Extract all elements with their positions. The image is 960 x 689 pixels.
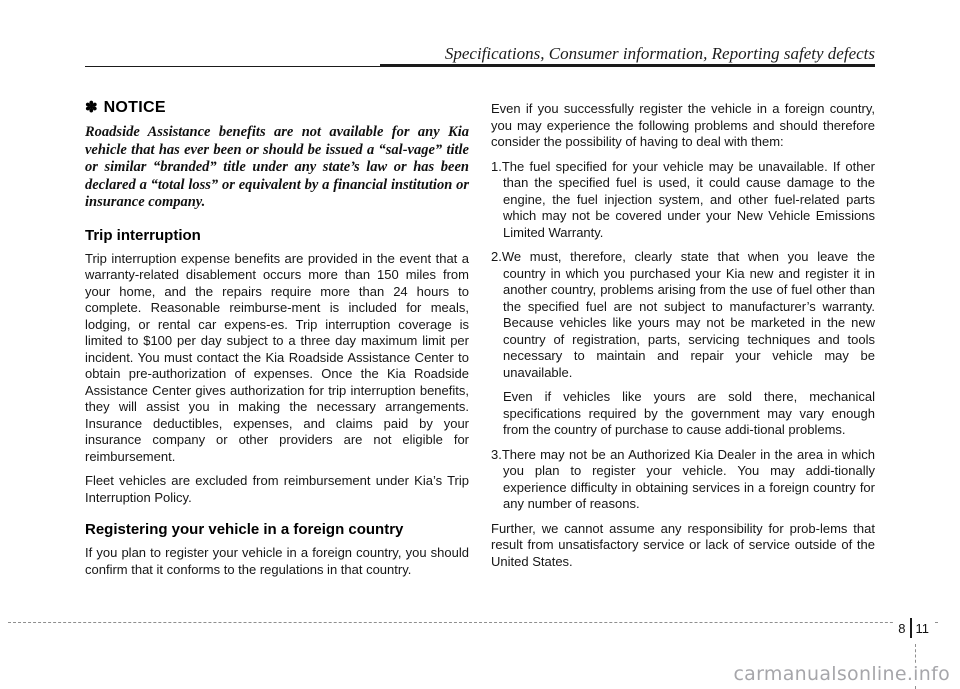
section-heading-registering-foreign-country: Registering your vehicle in a foreign country xyxy=(85,521,404,538)
foreign-country-intro: Even if you successfully register the vehicle in a foreign country, you may experience the following problems and should therefore consider the possibility of having to deal with them: xyxy=(491,101,875,149)
right-column xyxy=(491,101,875,586)
page-columns xyxy=(85,92,875,586)
numbered-item-2-continuation: Even if vehicles like yours are sold there, mechanical specifications required by the government may vary enough from the country of purchase to cause addi-tional problems. xyxy=(503,389,875,437)
numbered-item-3: 3.There may not be an Authorized Kia Dealer in the area in which you plan to register your vehicle. You may addi-tionally experience difficulty in obtaining services in a foreign country for any number of reasons. xyxy=(491,446,875,511)
numbered-item-1: 1.The fuel specified for your vehicle may be unavailable. If other than the specified fuel is used, it could cause damage to the engine, the fuel injection system, and other fuel-related parts which may not be covered under your New Vehicle Emissions Limited Warranty. xyxy=(491,158,875,240)
registering-paragraph-1: If you plan to register your vehicle in a foreign country, you should confirm that it conforms to the regulations in that country. xyxy=(85,545,469,577)
page-number-value: 11 xyxy=(912,621,934,636)
closing-paragraph: Further, we cannot assume any responsibility for prob-lems that result from unsatisfactory service or lack of service outside of the United States. xyxy=(491,520,875,569)
trip-interruption-paragraph-1: Trip interruption expense benefits are provided in the event that a warranty-related disablement occurs more than 150 miles from your home, and the repairs require more than 24 hours to complete. Reasonable reimburse-ment is included for meals, lodging, or rental car expens-es. Trip interruption coverage is limited to $100 per day subject to a three day maximum limit per incident. You must contact the Kia Roadside Assistance Center to obtain pre-authorization of expenses. Once the Kia Roadside Assistance Center gives authorization for trip interruption benefits, they will assist you in making the necessary arrangements. Insurance deductibles, expenses, and claims paid by your insurance company or other providers are not eligible for reimbursement. xyxy=(85,250,469,464)
section-heading-trip-interruption: Trip interruption xyxy=(85,226,201,244)
notice-body: Roadside Assistance benefits are not available for any Kia vehicle that has ever been or should be issued a “sal-vage” title or similar “branded” title under any state’s law or has been declared a “total loss” or equivalent by a financial institution or insurance company. xyxy=(85,124,469,210)
left-column xyxy=(85,92,469,586)
page-number xyxy=(894,618,933,638)
trip-interruption-paragraph-2: Fleet vehicles are excluded from reimbursement under Kia’s Trip Interruption Policy. xyxy=(85,473,469,505)
notice-label: NOTICE xyxy=(103,99,166,116)
notice-heading xyxy=(85,98,469,117)
notice-star-icon: ✽ xyxy=(85,99,98,116)
watermark: carmanualsonline.info xyxy=(727,663,950,685)
footer-dashed-line xyxy=(8,622,938,623)
running-head: Specifications, Consumer information, Reporting safety defects xyxy=(444,44,875,63)
chapter-number: 8 xyxy=(894,621,909,636)
header-rule-thick xyxy=(380,64,875,67)
numbered-item-2: 2.We must, therefore, clearly state that when you leave the country in which you purchased your Kia new and register it in another country, problems arising from the use of fuel other than the specified fuel are not subject to manufacturer’s warranty. Because vehicles like yours may not be marketed in the new country of registration, parts, servicing techniques and tools necessary to maintain and repair your vehicle may be unavailable. xyxy=(491,249,875,380)
